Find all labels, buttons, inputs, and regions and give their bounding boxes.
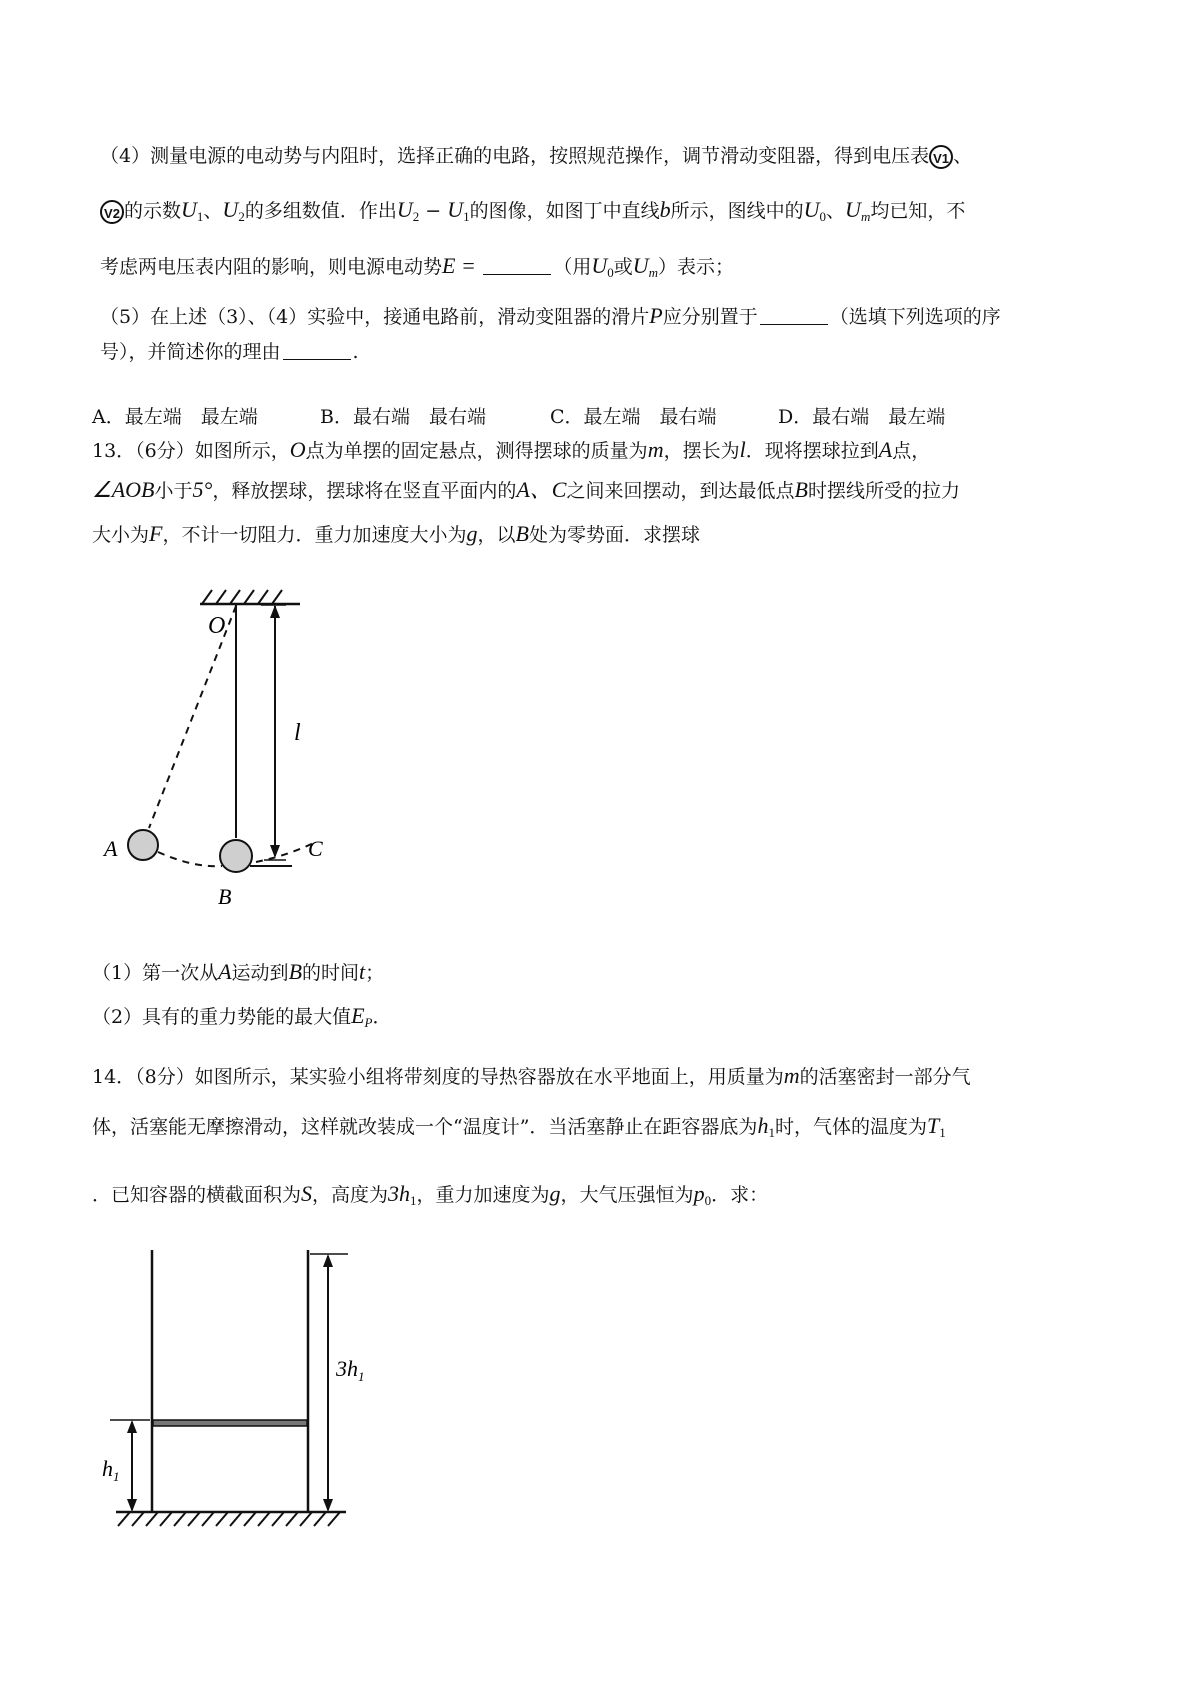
pendulum-ball-b xyxy=(220,840,252,872)
container-figure xyxy=(96,1240,366,1540)
q13-line2: ∠AOB小于5°，释放摆球，摆球将在竖直平面内的A、C之间来回摆动，到达最低点B时摆线所受的拉力 xyxy=(92,477,960,502)
q13-line1: 13．（6分）如图所示，O点为单摆的固定悬点，测得摆球的质量为m，摆长为l．现将摆球拉到A点， xyxy=(92,437,931,462)
label-C: C xyxy=(308,836,323,861)
answer-blank[interactable] xyxy=(760,306,828,325)
label-A: A xyxy=(104,836,118,861)
label-3h1: $3h_1$ xyxy=(336,1356,365,1384)
label-l: l xyxy=(294,720,301,746)
pendulum-ball-a xyxy=(128,830,158,860)
option-d[interactable]: D．最右端 最左端 xyxy=(778,406,946,428)
part4-line3: 考虑两电压表内阻的影响，则电源电动势E = （用$U_0$或$U_m$）表示； xyxy=(100,253,735,280)
label-O: O xyxy=(208,613,226,639)
pendulum-figure xyxy=(96,570,356,940)
part5-line1: （5）在上述（3）、（4）实验中，接通电路前，滑动变阻器的滑片P应分别置于 （选填下列选项的序 xyxy=(100,303,1001,328)
piston xyxy=(153,1420,307,1426)
answer-blank[interactable] xyxy=(283,341,351,360)
q13-sub1: （1）第一次从A运动到B的时间t； xyxy=(92,959,385,984)
q13-sub2: （2）具有的重力势能的最大值$E_P$． xyxy=(92,1003,392,1030)
part4-line1: （4）测量电源的电动势与内阻时，选择正确的电路，按照规范操作，调节滑动变阻器，得到电压表 V1 、 xyxy=(100,145,973,167)
answer-blank[interactable] xyxy=(483,256,551,275)
option-c[interactable]: C．最左端 最右端 xyxy=(550,406,717,428)
q14-line2: 体，活塞能无摩擦滑动，这样就改装成一个“温度计”．当活塞静止在距容器底为$h_1$时，气体的温度为$T_1$ xyxy=(92,1113,946,1140)
voltmeter-v2-icon: V2 xyxy=(100,200,124,224)
part5-line2: 号），并简述你的理由 . xyxy=(100,341,359,363)
label-B: B xyxy=(218,884,232,909)
q14-line1: 14．（8分）如图所示，某实验小组将带刻度的导热容器放在水平地面上，用质量为m的活塞密封一部分气 xyxy=(92,1063,971,1088)
part4-line2: V2 的示数$U_1$、$U_2$的多组数值．作出$U_2 - U_1$的图像，如图丁中直线b所示，图线中的$U_0$、$U_m$均已知，不 xyxy=(100,196,965,231)
option-a[interactable]: A．最左端 最左端 xyxy=(92,406,258,428)
label-h1: $h_1$ xyxy=(102,1456,120,1484)
option-b[interactable]: B．最右端 最右端 xyxy=(320,406,486,428)
q13-line3: 大小为F，不计一切阻力．重力加速度大小为g，以B处为零势面．求摆球 xyxy=(92,521,700,546)
q14-line3: ．已知容器的横截面积为S，高度为$3h_1$，重力加速度为g，大气压强恒为$p_0$．求： xyxy=(92,1181,769,1208)
voltmeter-v1-icon: V1 xyxy=(929,145,953,169)
